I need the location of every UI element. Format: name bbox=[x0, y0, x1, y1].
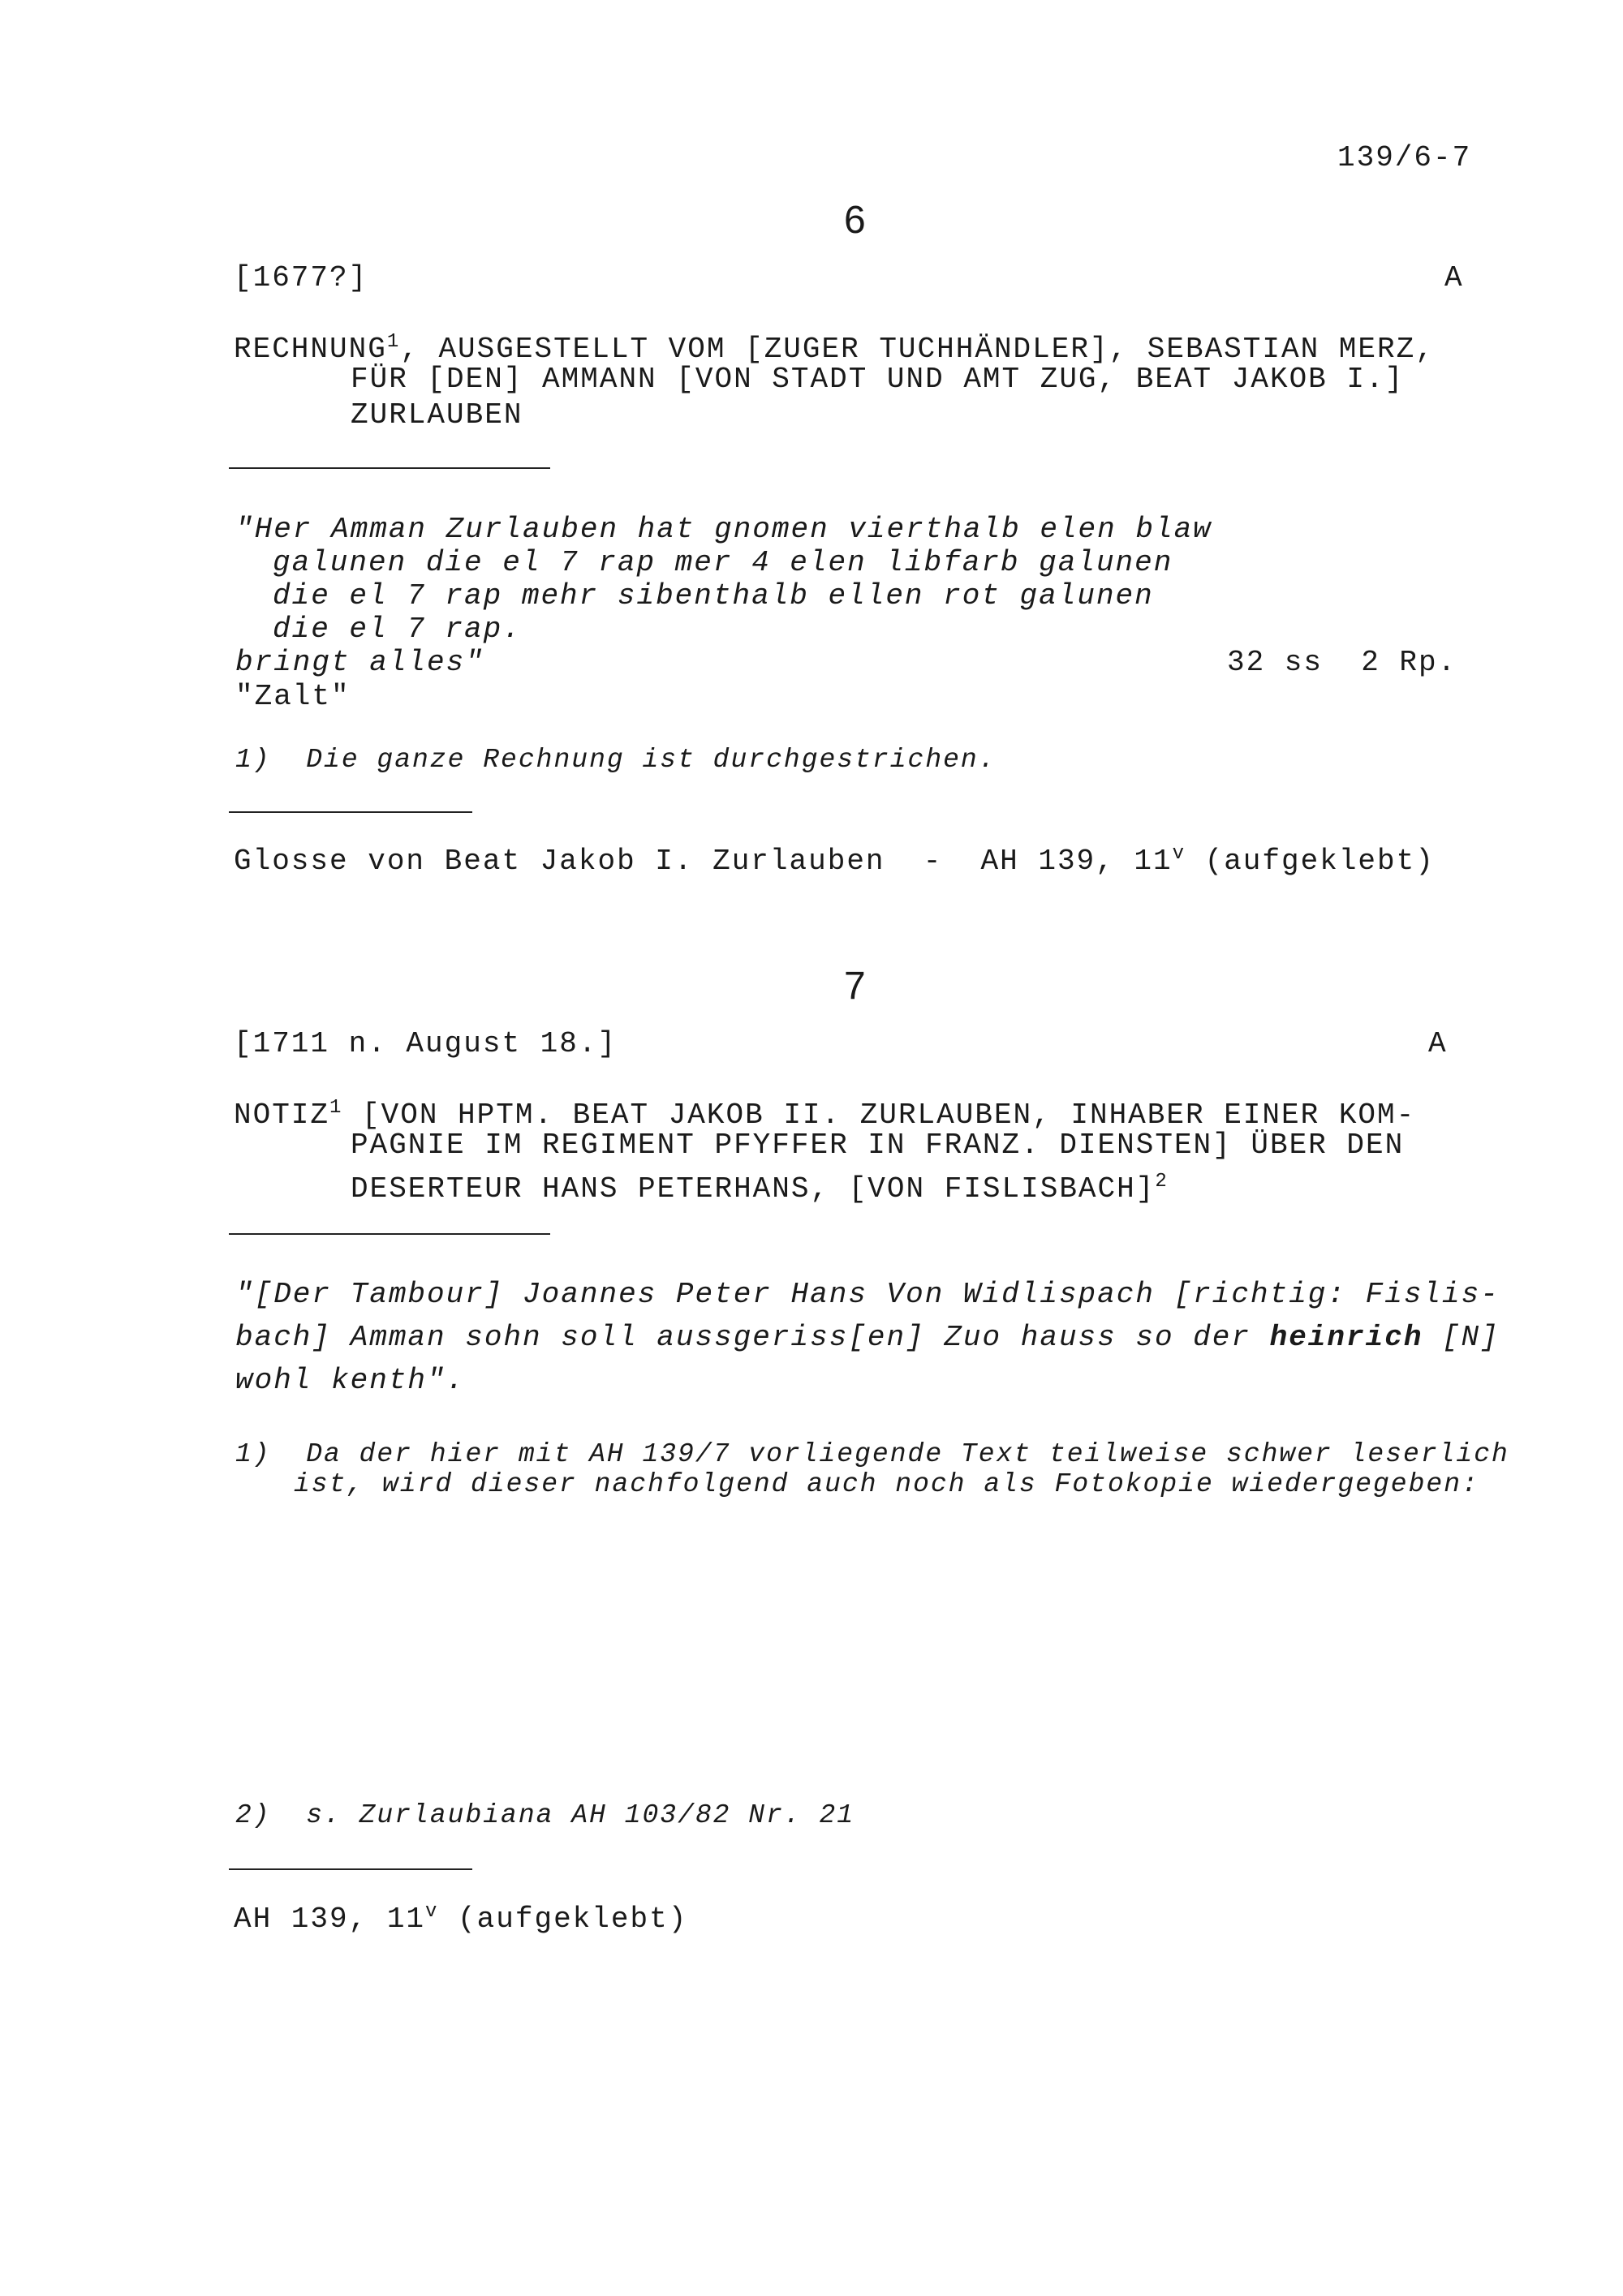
entry-7-title-footnote-ref-2: 2 bbox=[1155, 1171, 1169, 1193]
entry-7-source-sup: v bbox=[425, 1901, 439, 1923]
entry-6-quote-line-3: die el 7 rap mehr sibenthalb ellen rot galunen bbox=[273, 579, 1154, 613]
entry-6-quote-line-1: "Her Amman Zurlauben hat gnomen vierthalb elen blaw bbox=[235, 513, 1212, 546]
entry-7-quote-line-2-text: bach] Amman sohn soll aussgeriss[en] Zuo hauss so der bbox=[235, 1321, 1270, 1354]
entry-7-quote-line-2-end: [N] bbox=[1423, 1321, 1500, 1354]
entry-6-title-rest: , AUSGESTELLT VOM [ZUGER TUCHHÄNDLER], SEBASTIAN MERZ, bbox=[400, 333, 1435, 366]
entry-7-footnote-2: 2) s. Zurlaubiana AH 103/82 Nr. 21 bbox=[235, 1800, 855, 1830]
entry-7-marker: A bbox=[1428, 1027, 1448, 1060]
entry-6-amount: 32 ss 2 Rp. bbox=[1227, 646, 1457, 679]
entry-6-title-rule bbox=[229, 467, 550, 469]
entry-7-title-rest: [VON HPTM. BEAT JAKOB II. ZURLAUBEN, INHABER EINER KOM- bbox=[342, 1099, 1416, 1132]
entry-6-title-footnote-ref: 1 bbox=[386, 331, 401, 353]
entry-6-title-line-3: ZURLAUBEN bbox=[351, 398, 523, 432]
entry-7-source-rule bbox=[229, 1868, 472, 1870]
entry-6-gloss bbox=[234, 836, 1435, 880]
entry-6-gloss-rule bbox=[229, 811, 472, 813]
entry-6-quote-line-5: bringt alles" bbox=[235, 646, 484, 679]
entry-7-title-line-2: PAGNIE IM REGIMENT PFYFFER IN FRANZ. DIENSTEN] ÜBER DEN bbox=[351, 1129, 1405, 1162]
entry-7-source bbox=[234, 1894, 687, 1938]
entry-7-title-line-3-text: DESERTEUR HANS PETERHANS, [VON FISLISBACH] bbox=[351, 1172, 1156, 1206]
entry-6-title-word: RECHNUNG bbox=[234, 333, 387, 366]
entry-7-quote-line-2 bbox=[235, 1319, 1500, 1357]
entry-6-gloss-suffix: (aufgeklebt) bbox=[1185, 845, 1435, 878]
entry-6-title-line-2: FÜR [DEN] AMMANN [VON STADT UND AMT ZUG, BEAT JAKOB I.] bbox=[351, 363, 1405, 396]
entry-7-source-suffix: (aufgeklebt) bbox=[438, 1903, 688, 1936]
entry-6-gloss-text: Glosse von Beat Jakob I. Zurlauben - AH 139, 11 bbox=[234, 845, 1173, 878]
entry-7-date: [1711 n. August 18.] bbox=[234, 1027, 618, 1060]
page-number: 139/6-7 bbox=[1337, 141, 1472, 174]
entry-7-footnote-1-line-2: ist, wird dieser nachfolgend auch noch als Fotokopie wiedergegeben: bbox=[294, 1469, 1479, 1499]
entry-6-quote-line-6: "Zalt" bbox=[235, 680, 351, 713]
entry-7-quote-bold-word: heinrich bbox=[1269, 1321, 1423, 1354]
entry-7-title-line-3 bbox=[351, 1163, 1169, 1208]
entry-7-quote-line-3: wohl kenth". bbox=[235, 1364, 466, 1397]
entry-7-source-text: AH 139, 11 bbox=[234, 1903, 426, 1936]
entry-6-gloss-sup: v bbox=[1172, 843, 1186, 865]
entry-6-footnote: 1) Die ganze Rechnung ist durchgestrichen. bbox=[235, 745, 997, 775]
entry-7-title-footnote-ref: 1 bbox=[329, 1097, 343, 1119]
entry-7-number: 7 bbox=[844, 965, 866, 1008]
entry-6-quote-line-2: galunen die el 7 rap mer 4 elen libfarb galunen bbox=[273, 546, 1173, 579]
entry-6-date: [1677?] bbox=[234, 261, 368, 295]
entry-6-quote-line-4: die el 7 rap. bbox=[273, 613, 522, 646]
entry-6-number: 6 bbox=[844, 199, 866, 242]
entry-7-title-word: NOTIZ bbox=[234, 1099, 330, 1132]
entry-7-title-rule bbox=[229, 1233, 550, 1235]
entry-7-footnote-1-line-1: 1) Da der hier mit AH 139/7 vorliegende Text teilweise schwer leserlich bbox=[235, 1439, 1509, 1469]
entry-6-marker: A bbox=[1444, 261, 1464, 295]
entry-7-quote-line-1: "[Der Tambour] Joannes Peter Hans Von Widlispach [richtig: Fislis- bbox=[235, 1278, 1500, 1311]
